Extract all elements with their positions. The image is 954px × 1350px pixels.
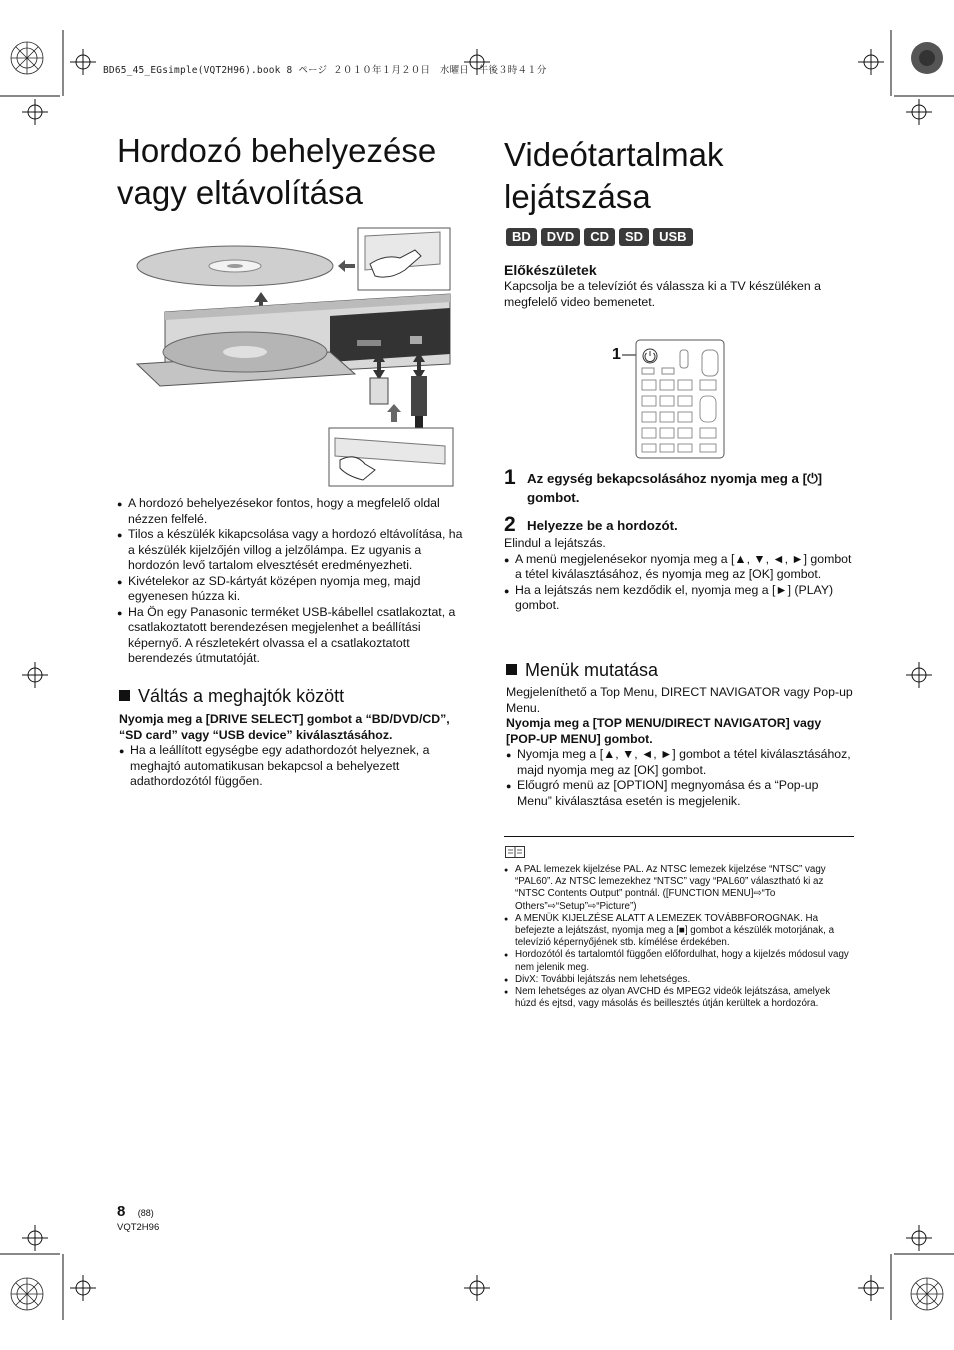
section-title: Menük mutatása bbox=[525, 660, 659, 680]
list-item: ● DivX: További lejátszás nem lehetséges. bbox=[504, 974, 854, 986]
right-title-line1: Videótartalmak bbox=[504, 136, 724, 173]
step-1 bbox=[504, 467, 854, 507]
page-ref: (88) bbox=[137, 1208, 154, 1218]
list-item: ● A MENÜK KIJELZÉSE ALATT A LEMEZEK TOVÁBBFOROGNAK. Ha befejezte a lejátszást, nyomja meg a [■] gombot a készülék motorjának, a televízió képernyőjének stb. kímélése érdekében. bbox=[504, 913, 854, 950]
left-title-block bbox=[117, 130, 467, 214]
square-bullet-icon bbox=[119, 690, 130, 701]
drive-switch-section bbox=[119, 685, 466, 790]
list-item: ● Előugró menü az [OPTION] megnyomása és a “Pop-up Menu” kiválasztása esetén is megjelenik. bbox=[506, 778, 854, 809]
step-note: Elindul a lejátszás. bbox=[504, 536, 606, 550]
page-footer bbox=[117, 1203, 159, 1233]
list-item: ● Kivételekor az SD-kártyát középen nyomja meg, majd egyenesen húzza ki. bbox=[117, 574, 464, 605]
remote-illustration bbox=[622, 338, 726, 460]
badge-sd: SD bbox=[619, 228, 649, 246]
section-heading bbox=[119, 685, 466, 707]
step-number: 1 bbox=[504, 466, 516, 489]
section-heading bbox=[506, 659, 854, 681]
doc-code: VQT2H96 bbox=[117, 1222, 160, 1233]
step-text: Helyezze be a hordozót. bbox=[527, 518, 678, 533]
list-item: ● A PAL lemezek kijelzése PAL. Az NTSC lemezek kijelzése “NTSC” vagy “PAL60”. Az NTSC lemezekhez “NTSC” vagy “PAL60” választható ki az “NTSC Contents Output” pontnál. ([FUNCTION MENU]⇨“To Others”⇨“Setup”⇨“Picture”) bbox=[504, 864, 854, 913]
list-item: ● Ha Ön egy Panasonic terméket USB-kábellel csatlakoztat, a csatlakoztatott berendezésen megjelenhet a beállítási képernyő. A részletekért olvassa el a csatlakoztatott berendezés útmutatóját. bbox=[117, 605, 464, 667]
notes-divider bbox=[504, 836, 854, 837]
list-item: ● A hordozó behelyezésekor fontos, hogy a megfelelő oldal nézzen felfelé. bbox=[117, 496, 464, 527]
list-item: ● Nyomja meg a [▲, ▼, ◄, ►] gombot a tétel kiválasztásához, majd nyomja meg az [OK] gombot. bbox=[506, 747, 854, 778]
section-title: Váltás a meghajtók között bbox=[138, 686, 345, 706]
list-item: ● Nem lehetséges az olyan AVCHD és MPEG2 videók lejátszása, amelyek húzd és ejtsd, vagy másolás és beillesztés útján kerültek a hordozóra. bbox=[504, 986, 854, 1010]
prep-text: Kapcsolja be a televíziót és válassza ki a TV készüléken a megfelelő video bemenetet. bbox=[504, 279, 821, 309]
remote-callout: 1 bbox=[612, 346, 621, 363]
left-bullets bbox=[117, 496, 464, 667]
left-title-line1: Hordozó behelyezése bbox=[117, 132, 437, 169]
square-bullet-icon bbox=[506, 664, 517, 675]
badge-bd: BD bbox=[506, 228, 537, 246]
notes-list bbox=[504, 864, 854, 1010]
badge-usb: USB bbox=[653, 228, 692, 246]
player-illustration bbox=[135, 224, 455, 489]
section-instruction: Nyomja meg a [DRIVE SELECT] gombot a “BD/DVD/CD”, “SD card” vagy “USB device” kiválasztásához. bbox=[119, 712, 450, 742]
right-title-block bbox=[504, 134, 854, 218]
step-2 bbox=[504, 514, 854, 614]
step-text: Az egység bekapcsolásához nyomja meg a [⏻] gombot. bbox=[527, 471, 823, 505]
list-item: ● A menü megjelenésekor nyomja meg a [▲, ▼, ◄, ►] gombot a tétel kiválasztásához, és nyomja meg az [OK] gombot. bbox=[504, 552, 854, 583]
menu-section bbox=[506, 659, 854, 809]
left-title-line2: vagy eltávolítása bbox=[117, 174, 363, 211]
preparation-block bbox=[504, 262, 854, 310]
media-badges bbox=[506, 228, 697, 246]
badge-cd: CD bbox=[584, 228, 615, 246]
badge-dvd: DVD bbox=[541, 228, 580, 246]
menu-text: Megjeleníthető a Top Menu, DIRECT NAVIGATOR vagy Pop-up Menu. bbox=[506, 685, 853, 715]
book-icon bbox=[505, 846, 525, 858]
prep-title: Előkészületek bbox=[504, 262, 597, 278]
list-item: ● Hordozótól és tartalomtól függően előfordulhat, hogy a kijelzés módosul vagy nem jelenik meg. bbox=[504, 949, 854, 973]
right-title-line2: lejátszása bbox=[504, 178, 651, 215]
step-number: 2 bbox=[504, 513, 516, 536]
list-item: ● Tilos a készülék kikapcsolása vagy a hordozó eltávolítása, ha a készülék kijelzőjén villog a jelzőlámpa. Ez ugyanis a hordozón levő tartalom elvesztését eredményezheti. bbox=[117, 527, 464, 574]
list-item: ● Ha a lejátszás nem kezdődik el, nyomja meg a [►] (PLAY) gombot. bbox=[504, 583, 854, 614]
page-number: 8 bbox=[117, 1203, 126, 1220]
list-item: ● Ha a leállított egységbe egy adathordozót helyeznek, a meghajtó automatikusan bekapcsol a behelyezett adathordozótól függően. bbox=[119, 743, 466, 790]
file-header-line: BD65_45_EGsimple(VQT2H96).book 8 ページ ２０１０年１月２０日 水曜日 午後３時４１分 bbox=[103, 65, 547, 76]
menu-instruction: Nyomja meg a [TOP MENU/DIRECT NAVIGATOR] vagy [POP-UP MENU] gombot. bbox=[506, 716, 822, 746]
